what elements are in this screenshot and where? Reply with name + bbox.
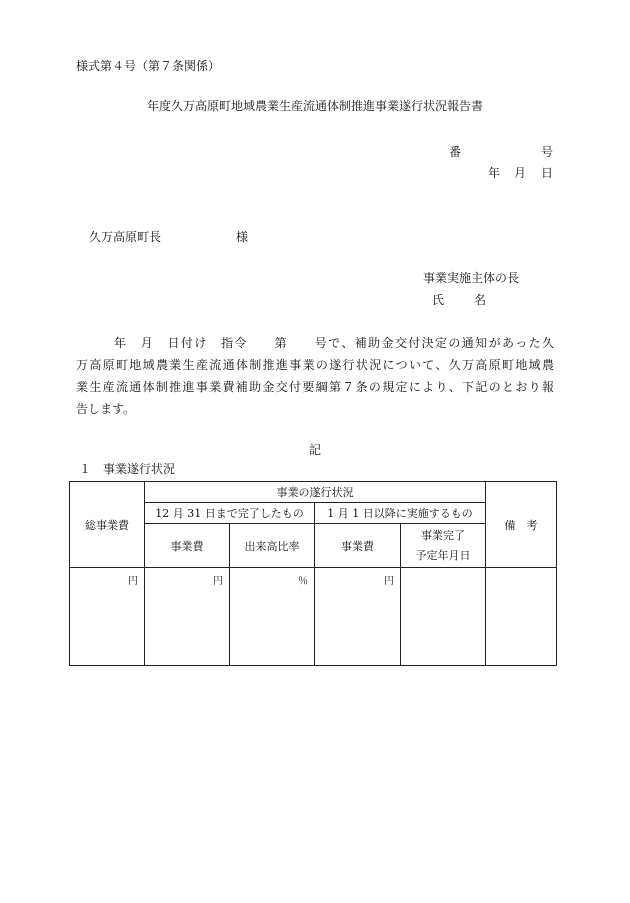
sender-name-label-1: 氏 [432,293,445,307]
addressee-name: 久万高原町長 [89,230,162,244]
future-header: 1 月 1 日以降に実施するもの [315,503,486,524]
total-cost-header: 総事業費 [70,482,145,568]
document-number-suffix: 号 [541,145,554,159]
project-cost-header-2: 事業費 [315,524,401,568]
date-day-label: 日 [541,166,554,180]
section-heading-1: １ 事業遂行状況 [79,462,176,476]
remarks-cell [486,568,557,666]
date-month-label: 月 [514,166,527,180]
project-cost-cell-2: 円 [315,568,401,666]
body-line-2: 万高原町地域農業生産流通体制推進事業の遂行状況について、久万高原町地域農 [76,358,554,372]
completion-rate-cell: ％ [230,568,315,666]
addressee-honorific: 様 [236,230,249,244]
sender-name-label-2: 名 [474,293,487,307]
ki-heading: 記 [308,443,321,457]
body-line-4: 告します。 [76,402,136,416]
body-line-1: 年 月 日付け 指令 第 号で、補助金交付決定の通知があった久 [114,336,554,350]
status-header: 事業の遂行状況 [145,482,486,503]
project-cost-cell-1: 円 [145,568,230,666]
total-cost-cell: 円 [70,568,145,666]
form-number: 様式第４号（第７条関係） [76,59,221,73]
document-number-label: 番 [449,145,462,159]
project-cost-header-1: 事業費 [145,524,230,568]
sender-title: 事業実施主体の長 [423,271,520,285]
completed-header: 12 月 31 日まで完了したもの [145,503,315,524]
planned-completion-line-1: 事業完了 [421,528,465,542]
planned-completion-header [401,524,486,568]
date-year-label: 年 [488,166,501,180]
planned-completion-cell [401,568,486,666]
document-title: 年度久万高原町地域農業生産流通体制推進事業遂行状況報告書 [146,99,483,113]
planned-completion-line-2: 予定年月日 [415,548,471,562]
completion-rate-header: 出来高比率 [230,524,315,568]
status-table [69,481,557,666]
body-line-3: 業生産流通体制推進事業費補助金交付要綱第７条の規定により、下記のとおり報 [76,380,554,394]
remarks-header: 備 考 [486,482,557,568]
